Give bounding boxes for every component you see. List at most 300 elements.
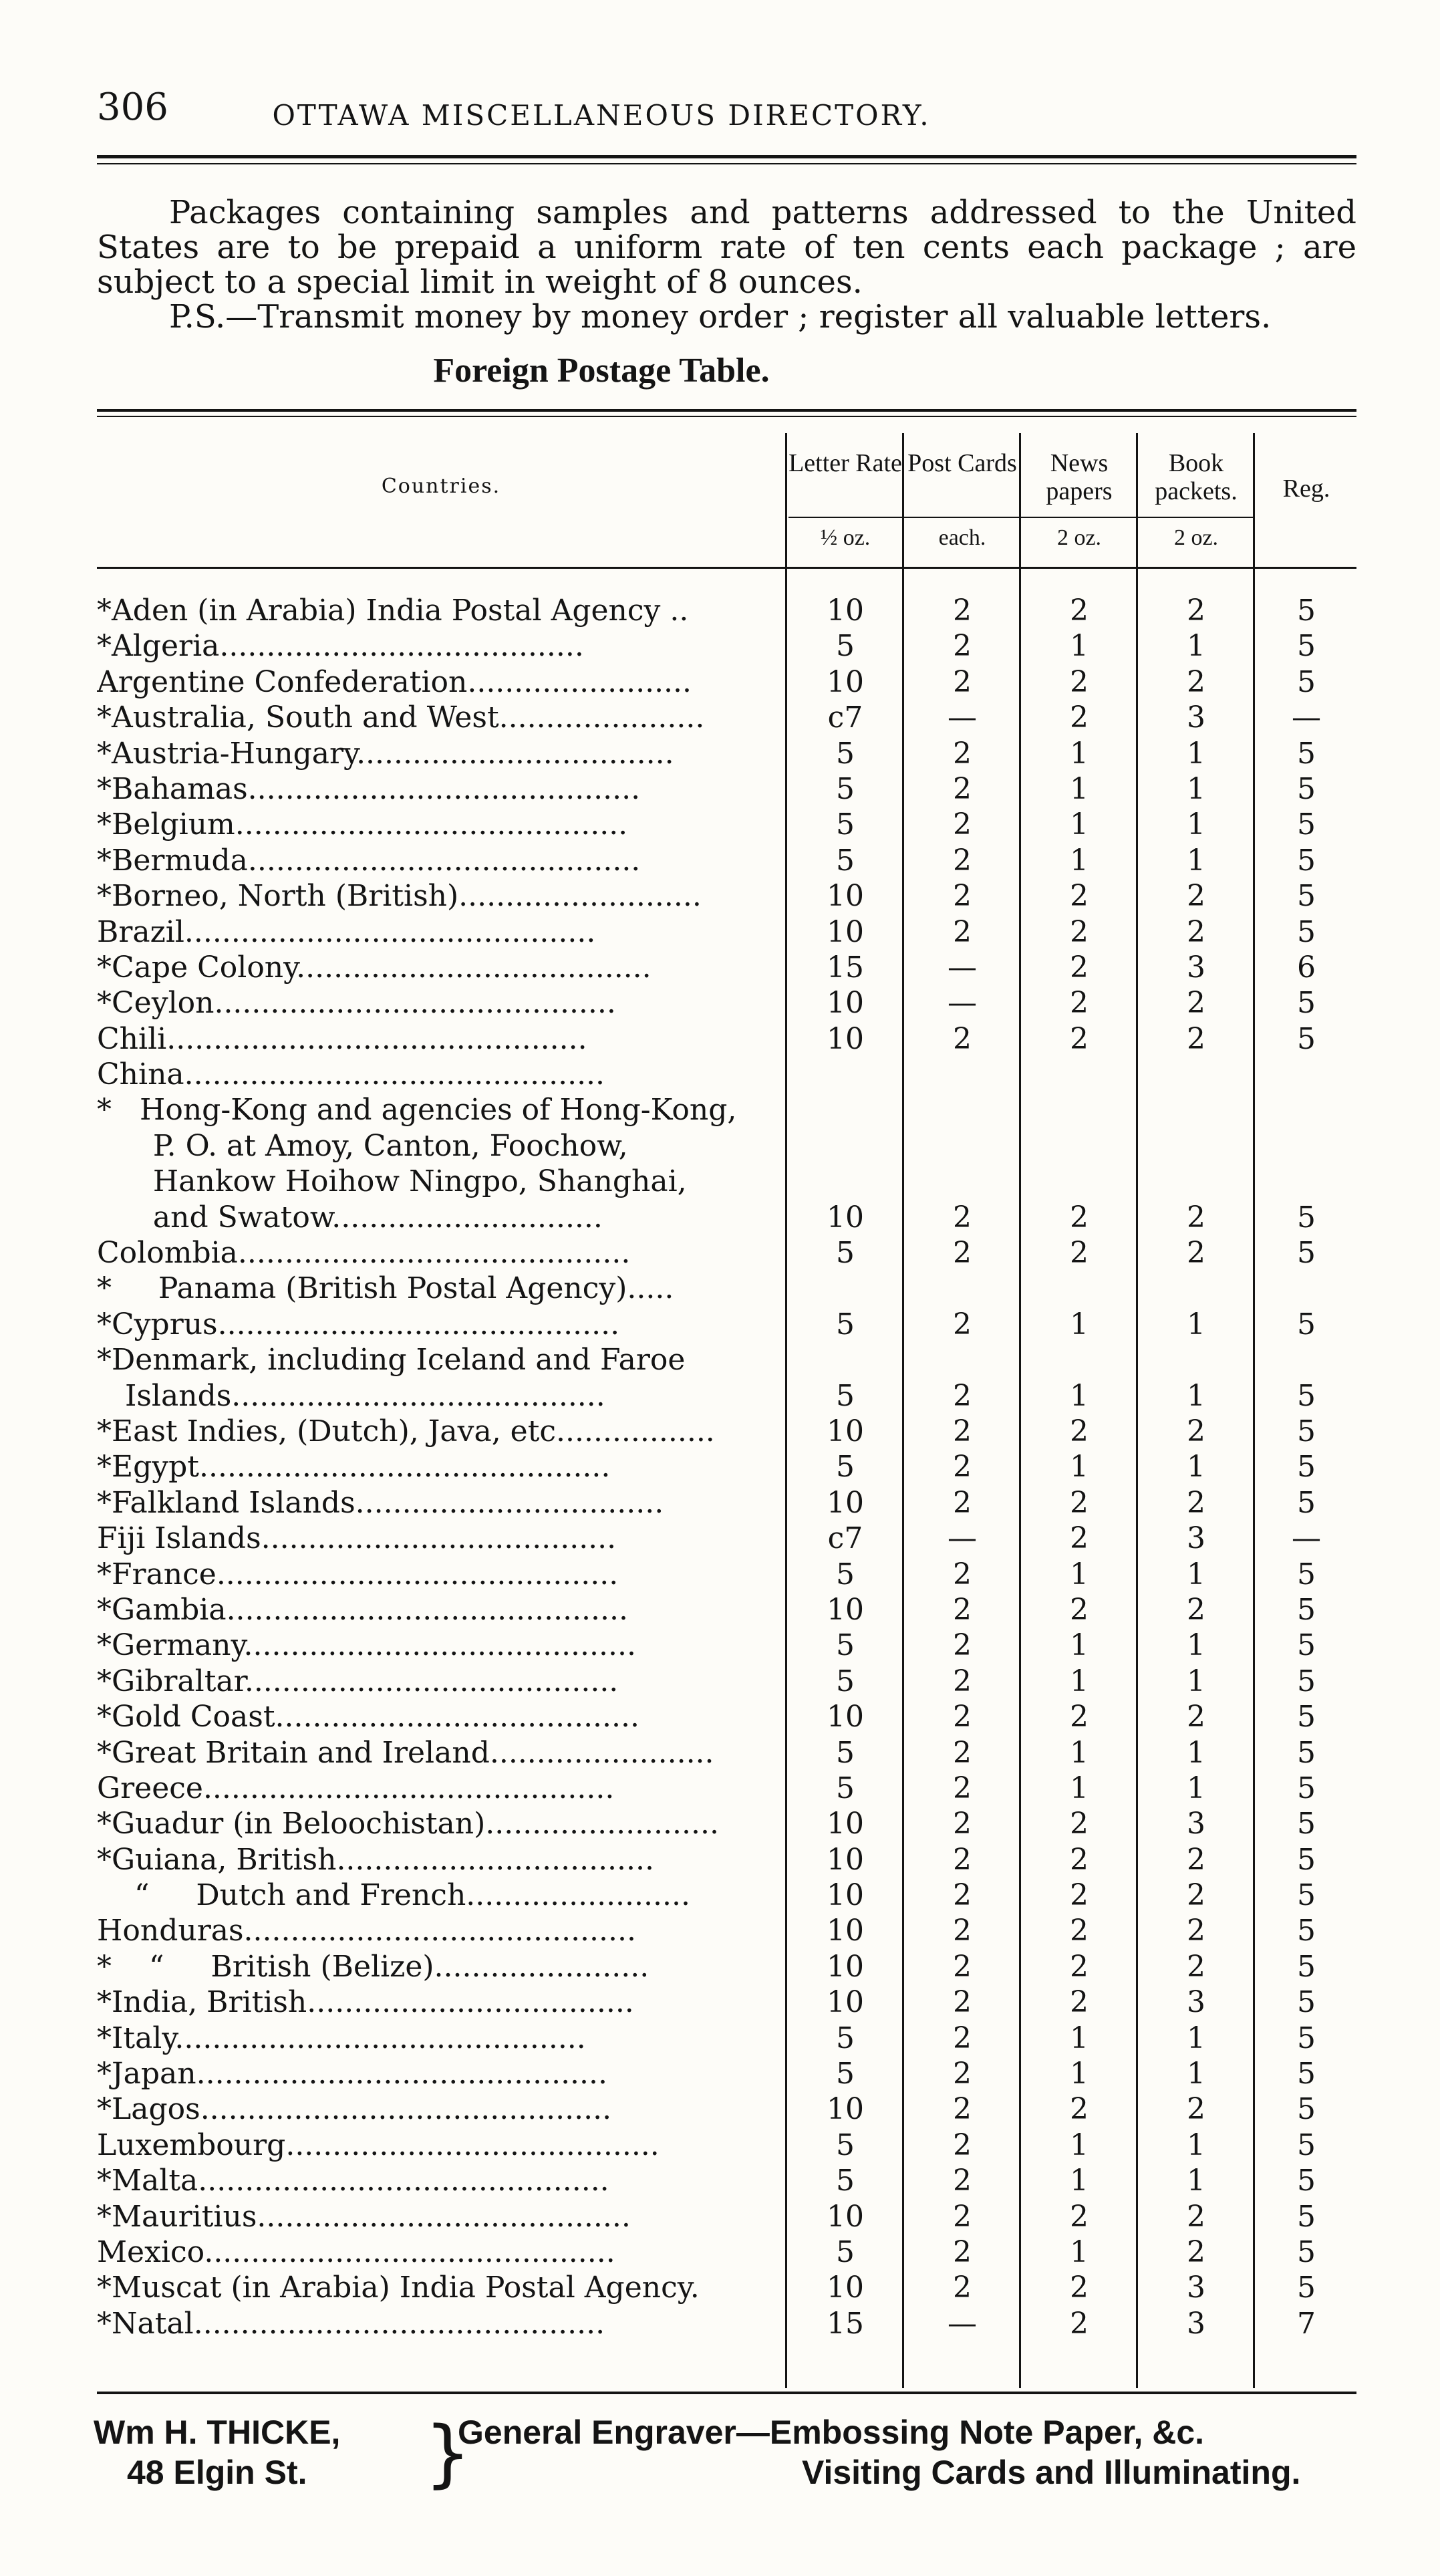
rate-cell: c7 bbox=[827, 700, 863, 735]
country-name: *Ceylon........................................... bbox=[97, 986, 616, 1021]
rate-cell: 5 bbox=[836, 1628, 855, 1663]
table-row bbox=[97, 1664, 1356, 1699]
country-name: * Panama (British Postal Agency)..... bbox=[97, 1271, 674, 1306]
rate-cell: 10 bbox=[827, 2199, 864, 2234]
rate-cell: 2 bbox=[1187, 1236, 1205, 1271]
country-name: *Germany.......................................... bbox=[97, 1628, 636, 1663]
rate-cell: 15 bbox=[827, 2306, 864, 2341]
country-name: *Denmark, including Iceland and Faroe bbox=[97, 1343, 686, 1378]
table-row bbox=[97, 2128, 1356, 2163]
table-row bbox=[97, 1235, 1356, 1271]
rate-cell: 1 bbox=[1187, 1307, 1205, 1341]
rate-cell: 2 bbox=[953, 1807, 972, 1841]
table-row bbox=[97, 1449, 1356, 1485]
table-row bbox=[97, 2199, 1356, 2234]
rate-cell: 1 bbox=[1187, 1628, 1205, 1663]
table-row bbox=[97, 1164, 1356, 1199]
rate-cell: 2 bbox=[953, 1557, 972, 1591]
rate-cell: 2 bbox=[1070, 1521, 1089, 1556]
rate-cell: 2 bbox=[953, 1878, 972, 1913]
table-row bbox=[97, 1271, 1356, 1306]
rate-cell: 5 bbox=[1297, 1450, 1316, 1485]
country-name: *Austria-Hungary.................................. bbox=[97, 736, 674, 771]
rate-cell: 3 bbox=[1187, 700, 1205, 735]
country-name: Mexico............................................ bbox=[97, 2234, 615, 2269]
country-name: *Belgium.......................................... bbox=[97, 807, 628, 842]
rate-cell: 5 bbox=[1297, 1557, 1316, 1591]
rate-cell: 5 bbox=[1297, 2092, 1316, 2127]
rate-cell: 2 bbox=[953, 629, 972, 664]
table-row bbox=[97, 1092, 1356, 1128]
table-row bbox=[97, 2163, 1356, 2198]
rate-cell: 5 bbox=[1297, 1378, 1316, 1413]
table-row bbox=[97, 700, 1356, 735]
rate-cell: 2 bbox=[1187, 1878, 1205, 1913]
country-name: *Gambia........................................... bbox=[97, 1592, 628, 1627]
rate-cell: 1 bbox=[1187, 843, 1205, 878]
country-name: *Gibraltar........................................ bbox=[97, 1664, 619, 1698]
rate-cell: 5 bbox=[1297, 807, 1316, 842]
rate-cell: 1 bbox=[1187, 1450, 1205, 1485]
rate-cell: 10 bbox=[827, 1878, 864, 1913]
country-name: Fiji Islands...................................... bbox=[97, 1521, 617, 1556]
table-row bbox=[97, 1557, 1356, 1592]
table-row bbox=[97, 628, 1356, 664]
table-row bbox=[97, 1806, 1356, 1841]
rate-cell: 2 bbox=[1187, 664, 1205, 699]
rate-cell: 2 bbox=[953, 2164, 972, 2198]
rate-cell: 10 bbox=[827, 1021, 864, 1056]
table-row bbox=[97, 1628, 1356, 1663]
rate-cell: 2 bbox=[1187, 594, 1205, 628]
country-name: *Cyprus........................................... bbox=[97, 1307, 620, 1341]
rate-cell: 1 bbox=[1187, 771, 1205, 806]
country-name: * Hong-Kong and agencies of Hong-Kong, bbox=[97, 1093, 737, 1128]
rate-cell: 10 bbox=[827, 1807, 864, 1841]
table-row bbox=[97, 1984, 1356, 2020]
rate-cell: 2 bbox=[953, 664, 972, 699]
rate-cell: 5 bbox=[836, 2021, 855, 2055]
rate-cell: 2 bbox=[953, 1021, 972, 1056]
rate-cell: 2 bbox=[1070, 1878, 1089, 1913]
intro-paragraph-2: P.S.—Transmit money by money order ; register all valuable letters. bbox=[169, 298, 1272, 336]
table-top-rule-thick bbox=[97, 409, 1356, 412]
country-name: *Cape Colony...................................... bbox=[97, 950, 652, 985]
rate-cell: 2 bbox=[953, 1664, 972, 1698]
rate-cell: — bbox=[948, 700, 977, 735]
page-number: 306 bbox=[97, 86, 168, 129]
rate-cell: 15 bbox=[827, 950, 864, 985]
rate-cell: 2 bbox=[1187, 2234, 1205, 2269]
rate-cell: 2 bbox=[1070, 986, 1089, 1021]
table-row bbox=[97, 843, 1356, 878]
rate-cell: 2 bbox=[1070, 1200, 1089, 1235]
rate-cell: 2 bbox=[953, 1307, 972, 1341]
rate-cell: 1 bbox=[1187, 2164, 1205, 2198]
directory-page bbox=[94, 0, 1360, 2576]
rate-cell: 2 bbox=[953, 807, 972, 842]
rate-cell: 1 bbox=[1070, 1771, 1089, 1805]
rate-cell: 1 bbox=[1070, 771, 1089, 806]
rate-cell: 2 bbox=[953, 2271, 972, 2305]
rate-cell: 2 bbox=[1070, 2199, 1089, 2234]
rate-cell: 2 bbox=[1187, 1414, 1205, 1448]
rate-cell: 2 bbox=[1187, 986, 1205, 1021]
rate-cell: 5 bbox=[1297, 594, 1316, 628]
running-header bbox=[94, 86, 1360, 139]
rate-cell: 1 bbox=[1070, 1450, 1089, 1485]
rate-cell: 3 bbox=[1187, 950, 1205, 985]
rate-cell: 2 bbox=[1070, 2092, 1089, 2127]
rate-cell: 2 bbox=[953, 1700, 972, 1734]
unit-post-cards: each. bbox=[938, 525, 986, 550]
country-name: Hankow Hoihow Ningpo, Shanghai, bbox=[97, 1164, 687, 1199]
rate-cell: 5 bbox=[836, 1771, 855, 1805]
table-row bbox=[97, 736, 1356, 771]
rate-cell: 1 bbox=[1187, 1735, 1205, 1770]
rate-cell: 5 bbox=[836, 807, 855, 842]
rate-cell: 1 bbox=[1187, 2057, 1205, 2091]
rate-cell: 5 bbox=[1297, 1414, 1316, 1448]
country-name: *Bahamas.......................................... bbox=[97, 771, 641, 806]
intro-paragraph-1: Packages containing samples and patterns addressed to the United States are to be prepaid a uniform rate of ten cents each package ; are subject to a special limit in weight of 8 ounces. bbox=[97, 194, 1356, 301]
rate-cell: 2 bbox=[1187, 914, 1205, 949]
rate-cell: 1 bbox=[1070, 2164, 1089, 2198]
table-row bbox=[97, 1414, 1356, 1449]
country-name: *East Indies, (Dutch), Java, etc................. bbox=[97, 1414, 715, 1448]
intro-text bbox=[97, 195, 1356, 334]
rate-cell: c7 bbox=[827, 1521, 863, 1556]
rate-cell: 2 bbox=[953, 1592, 972, 1627]
rate-cell: 5 bbox=[1297, 1592, 1316, 1627]
table-row bbox=[97, 2270, 1356, 2305]
rate-cell: 5 bbox=[1297, 986, 1316, 1021]
rate-cell: — bbox=[1292, 700, 1321, 735]
table-row bbox=[97, 1949, 1356, 1984]
rate-cell: 2 bbox=[953, 1485, 972, 1520]
table-row bbox=[97, 950, 1356, 985]
country-name: *Guadur (in Beloochistan)......................... bbox=[97, 1807, 719, 1841]
rate-cell: 2 bbox=[1187, 1485, 1205, 1520]
rate-cell: 1 bbox=[1070, 1378, 1089, 1413]
table-row bbox=[97, 1913, 1356, 1948]
rate-cell: 2 bbox=[953, 1735, 972, 1770]
rate-cell: 10 bbox=[827, 914, 864, 949]
header-rule-thin bbox=[97, 163, 1356, 164]
table-row bbox=[97, 1342, 1356, 1378]
rate-cell: 2 bbox=[1187, 1021, 1205, 1056]
table-row bbox=[97, 1699, 1356, 1734]
table-row bbox=[97, 1842, 1356, 1878]
advertisement-footer bbox=[94, 2410, 1360, 2506]
rate-cell: 5 bbox=[1297, 1949, 1316, 1984]
rate-cell: 5 bbox=[1297, 2164, 1316, 2198]
rate-cell: 2 bbox=[953, 1985, 972, 2020]
table-row bbox=[97, 2021, 1356, 2056]
rate-cell: 2 bbox=[1070, 914, 1089, 949]
rate-cell: 2 bbox=[953, 1914, 972, 1948]
table-row bbox=[97, 807, 1356, 842]
rate-cell: 5 bbox=[1297, 736, 1316, 771]
table-top-rule-thin bbox=[97, 416, 1356, 417]
brace-glyph: } bbox=[424, 2410, 471, 2496]
table-row bbox=[97, 1592, 1356, 1628]
country-name: P. O. at Amoy, Canton, Foochow, bbox=[97, 1128, 628, 1163]
header-bottom-rule bbox=[97, 567, 1356, 569]
country-name: *Algeria....................................... bbox=[97, 629, 584, 664]
rate-cell: 2 bbox=[1070, 1949, 1089, 1984]
rate-cell: 2 bbox=[953, 2234, 972, 2269]
table-row bbox=[97, 771, 1356, 807]
rate-cell: 1 bbox=[1187, 2021, 1205, 2055]
rate-cell: 5 bbox=[836, 1557, 855, 1591]
rate-cell: 2 bbox=[953, 1236, 972, 1271]
rate-cell: 2 bbox=[1070, 1842, 1089, 1877]
rate-cell: 10 bbox=[827, 1914, 864, 1948]
country-name: Honduras.......................................... bbox=[97, 1914, 636, 1948]
rate-cell: 10 bbox=[827, 1592, 864, 1627]
rate-cell: 1 bbox=[1070, 1628, 1089, 1663]
country-name: *France........................................... bbox=[97, 1557, 619, 1591]
rate-cell: 5 bbox=[1297, 914, 1316, 949]
rate-cell: 2 bbox=[1187, 1842, 1205, 1877]
country-name: *Muscat (in Arabia) India Postal Agency. bbox=[97, 2271, 700, 2305]
country-name: *Australia, South and West...................... bbox=[97, 700, 705, 735]
rate-cell: 1 bbox=[1070, 629, 1089, 664]
rate-cell: 5 bbox=[1297, 1485, 1316, 1520]
rate-cell: 5 bbox=[836, 2164, 855, 2198]
rate-cell: 5 bbox=[836, 1236, 855, 1271]
table-row bbox=[97, 1378, 1356, 1414]
country-name: *Bermuda.......................................... bbox=[97, 843, 641, 878]
col-header-registration: Reg. bbox=[1282, 475, 1330, 503]
rate-cell: 2 bbox=[953, 914, 972, 949]
running-title: OTTAWA MISCELLANEOUS DIRECTORY. bbox=[272, 99, 931, 132]
rate-cell: 10 bbox=[827, 1842, 864, 1877]
country-name: Brazil............................................ bbox=[97, 914, 596, 949]
rate-cell: 1 bbox=[1187, 807, 1205, 842]
table-header bbox=[97, 433, 1356, 567]
table-row bbox=[97, 1878, 1356, 1913]
country-name: *Japan............................................ bbox=[97, 2057, 608, 2091]
rate-cell: 5 bbox=[836, 1307, 855, 1341]
rate-cell: 5 bbox=[836, 2128, 855, 2162]
rate-cell: 2 bbox=[1070, 664, 1089, 699]
table-row bbox=[97, 878, 1356, 914]
rate-cell: 5 bbox=[1297, 1878, 1316, 1913]
rate-cell: 10 bbox=[827, 594, 864, 628]
advertiser-name: Wm H. THICKE, bbox=[94, 2414, 341, 2451]
rate-cell: 2 bbox=[1070, 594, 1089, 628]
rate-cell: 5 bbox=[1297, 771, 1316, 806]
rate-cell: 1 bbox=[1070, 2057, 1089, 2091]
ad-description-2: Visiting Cards and Illuminating. bbox=[802, 2454, 1301, 2491]
rate-cell: 5 bbox=[836, 2057, 855, 2091]
country-name: *Gold Coast....................................... bbox=[97, 1700, 639, 1734]
col-header-newspapers: News papers bbox=[1046, 449, 1113, 505]
rate-cell: 5 bbox=[1297, 2271, 1316, 2305]
rate-cell: 2 bbox=[953, 1771, 972, 1805]
rate-cell: 10 bbox=[827, 986, 864, 1021]
rate-cell: 2 bbox=[1187, 1592, 1205, 1627]
rate-cell: 5 bbox=[1297, 629, 1316, 664]
rate-cell: 5 bbox=[1297, 664, 1316, 699]
table-row bbox=[97, 1057, 1356, 1092]
table-row bbox=[97, 1128, 1356, 1164]
rate-cell: 10 bbox=[827, 1200, 864, 1235]
rate-cell: — bbox=[948, 986, 977, 1021]
rate-cell: — bbox=[948, 2306, 977, 2341]
rate-cell: 2 bbox=[1070, 700, 1089, 735]
rate-cell: 5 bbox=[1297, 879, 1316, 914]
rate-cell: 5 bbox=[1297, 2128, 1316, 2162]
col-header-letter-rate: Letter Rate bbox=[788, 449, 902, 477]
rate-cell: 1 bbox=[1187, 1664, 1205, 1698]
country-name: *Borneo, North (British).......................... bbox=[97, 879, 702, 914]
rate-cell: 1 bbox=[1070, 2128, 1089, 2162]
rate-cell: — bbox=[948, 1521, 977, 1556]
country-name: *Mauritius........................................ bbox=[97, 2199, 631, 2234]
rate-cell: 5 bbox=[1297, 1985, 1316, 2020]
rate-cell: 5 bbox=[836, 1378, 855, 1413]
country-name: *Great Britain and Ireland........................ bbox=[97, 1735, 714, 1770]
rate-cell: 10 bbox=[827, 1485, 864, 1520]
rate-cell: 5 bbox=[836, 843, 855, 878]
rate-cell: 2 bbox=[953, 771, 972, 806]
rate-cell: 10 bbox=[827, 1949, 864, 1984]
rate-cell: 2 bbox=[953, 2057, 972, 2091]
rate-cell: 2 bbox=[1187, 1700, 1205, 1734]
table-row bbox=[97, 2056, 1356, 2091]
rate-cell: 2 bbox=[1070, 1914, 1089, 1948]
rate-cell: 2 bbox=[1070, 1700, 1089, 1734]
table-row bbox=[97, 1735, 1356, 1771]
rate-cell: 5 bbox=[1297, 1700, 1316, 1734]
rate-cell: 2 bbox=[1187, 1949, 1205, 1984]
rate-cell: 5 bbox=[836, 1450, 855, 1485]
rate-cell: 5 bbox=[1297, 1200, 1316, 1235]
rate-cell: 5 bbox=[836, 1664, 855, 1698]
rate-cell: 2 bbox=[953, 1949, 972, 1984]
rate-cell: 3 bbox=[1187, 1985, 1205, 2020]
rate-cell: 5 bbox=[836, 1735, 855, 1770]
header-rule-thick bbox=[97, 155, 1356, 158]
country-name: *Malta............................................ bbox=[97, 2164, 609, 2198]
col-header-book-packets: Book packets. bbox=[1155, 449, 1238, 505]
country-name: China............................................. bbox=[97, 1057, 605, 1092]
rate-cell: 2 bbox=[953, 594, 972, 628]
table-row bbox=[97, 914, 1356, 950]
rate-cell: 5 bbox=[836, 736, 855, 771]
country-name: “ Dutch and French........................ bbox=[97, 1878, 690, 1913]
rate-cell: 2 bbox=[953, 1842, 972, 1877]
country-name: *Guiana, British.................................. bbox=[97, 1842, 654, 1877]
unit-book-packets: 2 oz. bbox=[1173, 525, 1219, 550]
rate-cell: 5 bbox=[1297, 843, 1316, 878]
rate-cell: 2 bbox=[1187, 2092, 1205, 2127]
table-row bbox=[97, 1021, 1356, 1057]
country-name: *Egypt............................................ bbox=[97, 1450, 611, 1485]
advertiser-address: 48 Elgin St. bbox=[127, 2454, 307, 2491]
country-name: *Italy............................................ bbox=[97, 2021, 586, 2055]
rate-cell: 2 bbox=[1070, 2271, 1089, 2305]
rate-cell: 5 bbox=[1297, 2199, 1316, 2234]
rate-cell: 2 bbox=[1070, 950, 1089, 985]
rate-cell: 6 bbox=[1297, 950, 1316, 985]
rate-cell: 5 bbox=[1297, 2021, 1316, 2055]
rate-cell: 2 bbox=[1070, 879, 1089, 914]
rate-cell: 2 bbox=[1187, 879, 1205, 914]
rate-cell: 1 bbox=[1070, 2021, 1089, 2055]
rate-cell: 2 bbox=[1187, 2199, 1205, 2234]
rate-cell: 1 bbox=[1070, 807, 1089, 842]
country-name: and Swatow............................. bbox=[97, 1200, 603, 1235]
rate-cell: 5 bbox=[836, 2234, 855, 2269]
rate-cell: 1 bbox=[1070, 1307, 1089, 1341]
rate-cell: 5 bbox=[1297, 1807, 1316, 1841]
table-row bbox=[97, 2091, 1356, 2127]
rate-cell: 2 bbox=[953, 2128, 972, 2162]
rate-cell: 2 bbox=[953, 2199, 972, 2234]
rate-cell: 2 bbox=[1070, 1592, 1089, 1627]
rate-cell: 3 bbox=[1187, 1521, 1205, 1556]
rate-cell: 2 bbox=[1070, 1807, 1089, 1841]
rate-cell: 5 bbox=[836, 771, 855, 806]
ad-description-1: General Engraver—Embossing Note Paper, &c. bbox=[458, 2414, 1205, 2451]
table-bottom-rule bbox=[97, 2392, 1356, 2394]
table-row bbox=[97, 593, 1356, 628]
country-name: Luxembourg........................................ bbox=[97, 2128, 660, 2162]
rate-cell: 10 bbox=[827, 2271, 864, 2305]
rate-cell: 1 bbox=[1187, 1557, 1205, 1591]
country-name: *Natal............................................ bbox=[97, 2306, 605, 2341]
country-name: Greece............................................ bbox=[97, 1771, 615, 1805]
rate-cell: 1 bbox=[1070, 843, 1089, 878]
country-name: *India, British................................... bbox=[97, 1985, 634, 2020]
table-row bbox=[97, 2234, 1356, 2270]
table-row bbox=[97, 1200, 1356, 1235]
rate-cell: 2 bbox=[953, 736, 972, 771]
rate-cell: 2 bbox=[953, 1200, 972, 1235]
rate-cell: 1 bbox=[1070, 1557, 1089, 1591]
table-body bbox=[97, 593, 1356, 2341]
rate-cell: 10 bbox=[827, 664, 864, 699]
country-name: Islands........................................ bbox=[97, 1378, 605, 1413]
unit-newspapers: 2 oz. bbox=[1056, 525, 1102, 550]
table-row bbox=[97, 1307, 1356, 1342]
rate-cell: 3 bbox=[1187, 2306, 1205, 2341]
rate-cell: 2 bbox=[1070, 1414, 1089, 1448]
rate-cell: 7 bbox=[1297, 2306, 1316, 2341]
rate-cell: 5 bbox=[1297, 2234, 1316, 2269]
rate-cell: 2 bbox=[953, 2021, 972, 2055]
table-row bbox=[97, 1485, 1356, 1521]
col-header-post-cards: Post Cards bbox=[907, 449, 1017, 477]
rate-cell: 10 bbox=[827, 879, 864, 914]
rate-cell: 2 bbox=[1070, 1021, 1089, 1056]
rate-cell: 2 bbox=[1070, 2306, 1089, 2341]
country-name: *Lagos............................................ bbox=[97, 2092, 612, 2127]
rate-cell: 5 bbox=[1297, 1307, 1316, 1341]
rate-cell: 10 bbox=[827, 2092, 864, 2127]
country-name: *Aden (in Arabia) India Postal Agency .. bbox=[97, 594, 689, 628]
rate-cell: 1 bbox=[1070, 2234, 1089, 2269]
rate-cell: 2 bbox=[953, 1414, 972, 1448]
country-name: Argentine Confederation........................ bbox=[97, 664, 692, 699]
table-row bbox=[97, 664, 1356, 700]
rate-cell: 5 bbox=[1297, 1021, 1316, 1056]
table-title: Foreign Postage Table. bbox=[433, 352, 770, 390]
